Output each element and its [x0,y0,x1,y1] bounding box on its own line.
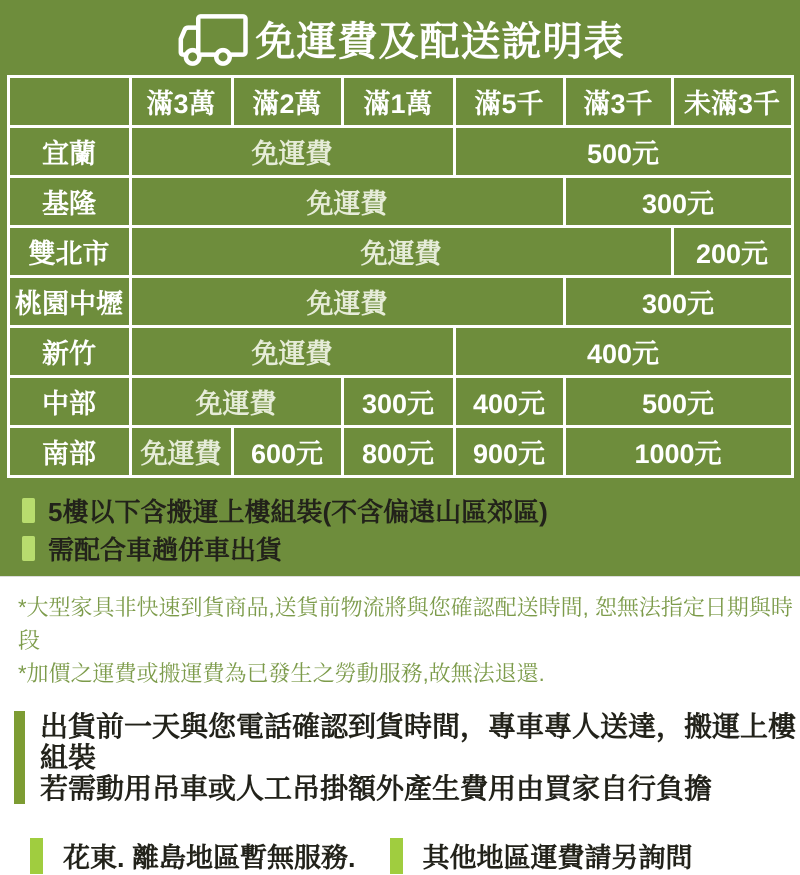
delivery-line: 出貨前一天與您電話確認到貨時間，專車專人送達，搬運上樓組裝 [40,711,797,773]
footer-bar-icon [30,838,43,874]
disclaimer-line: *大型家具非快速到貨商品,送貨前物流將與您確認配送時間, 恕無法指定日期與時段 [18,595,793,653]
region-label: 新竹 [8,327,130,377]
fee-cell: 500元 [564,377,792,427]
free-shipping-cell: 免運費 [130,127,454,177]
fee-cell: 300元 [342,377,454,427]
column-header: 滿3千 [564,77,672,127]
notes-list [22,491,800,567]
disclaimer-line: *加價之運費或搬運費為已發生之勞動服務,故無法退還. [18,661,545,686]
free-shipping-cell: 免運費 [130,427,232,477]
delivery-note [14,711,800,804]
fee-cell: 900元 [454,427,564,477]
region-label: 南部 [8,427,130,477]
region-label: 桃園中壢 [8,277,130,327]
table-row [8,377,792,427]
note-item [22,491,800,529]
corner-cell [8,77,130,127]
column-header: 未滿3千 [672,77,792,127]
table-row [8,227,792,277]
fee-cell: 500元 [454,127,792,177]
table-header-row [8,77,792,127]
note-item [22,529,800,567]
fee-cell: 400元 [454,377,564,427]
fee-cell: 800元 [342,427,454,477]
free-shipping-cell: 免運費 [130,277,564,327]
note-text: 需配合車趟併車出貨 [48,534,283,565]
fee-cell: 300元 [564,177,792,227]
footer-row [30,836,800,875]
footer-item-text: 其他地區運費請另詢問 [422,843,693,873]
accent-bar-icon [14,711,25,804]
delivery-line: 若需動用吊車或人工吊掛額外產生費用由買家自行負擔 [40,773,713,804]
truck-icon [176,13,252,67]
fee-cell: 400元 [454,327,792,377]
fee-cell: 1000元 [564,427,792,477]
footer-item-text: 花東. 離島地區暫無服務. [63,843,356,873]
footer-item [30,836,356,875]
table-row [8,127,792,177]
page-title: 免運費及配送說明表 [255,19,625,64]
note-text: 5樓以下含搬運上樓組裝(不含偏遠山區郊區) [48,496,548,527]
column-header: 滿1萬 [342,77,454,127]
footer-bar-icon [390,838,403,874]
column-header: 滿2萬 [232,77,342,127]
note-bullet-icon [22,536,35,561]
free-shipping-cell: 免運費 [130,327,454,377]
table-row [8,177,792,227]
fee-cell: 600元 [232,427,342,477]
region-label: 宜蘭 [8,127,130,177]
region-label: 中部 [8,377,130,427]
free-shipping-cell: 免運費 [130,377,342,427]
fee-cell: 200元 [672,227,792,277]
column-header: 滿5千 [454,77,564,127]
note-bullet-icon [22,498,35,523]
column-header: 滿3萬 [130,77,232,127]
table-row [8,427,792,477]
footer-item [390,836,693,875]
free-shipping-cell: 免運費 [130,177,564,227]
table-row [8,327,792,377]
table-row [8,277,792,327]
free-shipping-cell: 免運費 [130,227,672,277]
title-row [0,12,800,64]
fee-cell: 300元 [564,277,792,327]
disclaimers [0,591,800,690]
region-label: 雙北市 [8,227,130,277]
lower-section [0,577,800,875]
delivery-text [40,711,800,804]
shipping-fee-table [7,75,794,478]
region-label: 基隆 [8,177,130,227]
